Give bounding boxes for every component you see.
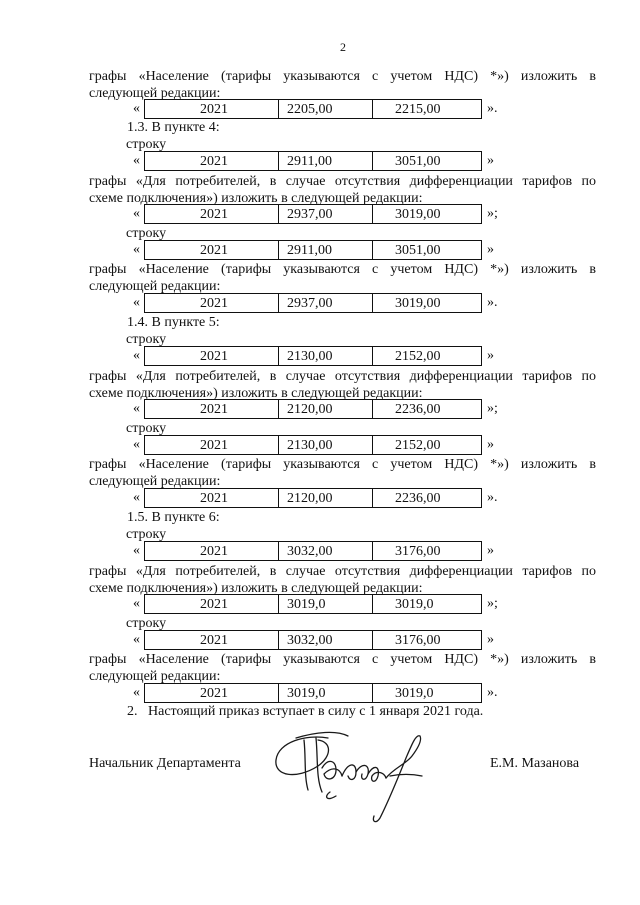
open-quote: « — [133, 685, 140, 700]
table-cell-value: 3032,00 — [278, 541, 373, 561]
text-line: графы «Население (тарифы указываются с учетом НДС) *») изложить в — [89, 652, 596, 667]
text-line: графы «Для потребителей, в случае отсутствия дифференциации тарифов по — [89, 564, 596, 579]
text-line: следующей редакции: — [89, 86, 221, 101]
page-number: 2 — [340, 40, 346, 54]
text-line: следующей редакции: — [89, 474, 221, 489]
table-cell-value: 2152,00 — [372, 346, 482, 366]
close-quote: » — [487, 632, 494, 647]
table-cell-value: 3032,00 — [278, 630, 373, 650]
table-cell-value: 3019,0 — [278, 594, 373, 614]
text-line: следующей редакции: — [89, 279, 221, 294]
close-quote: »; — [487, 401, 498, 416]
text-line: графы «Население (тарифы указываются с учетом НДС) *») изложить в — [89, 69, 596, 84]
table-cell-year: 2021 — [144, 594, 279, 614]
table-cell-value: 2130,00 — [278, 346, 373, 366]
text-line: строку — [126, 137, 167, 152]
paragraph-heading: 1.4. В пункте 5: — [127, 315, 220, 330]
open-quote: « — [133, 596, 140, 611]
signature-icon — [266, 718, 446, 833]
paragraph-2: 2. Настоящий приказ вступает в силу с 1 января 2021 года. — [127, 704, 484, 719]
text-line: строку — [126, 226, 167, 241]
close-quote: » — [487, 242, 494, 257]
close-quote: » — [487, 153, 494, 168]
table-cell-value: 2205,00 — [278, 99, 373, 119]
text-line: схеме подключения») изложить в следующей редакции: — [89, 386, 423, 401]
table-cell-value: 3019,0 — [278, 683, 373, 703]
signatory-name: Е.М. Мазанова — [490, 756, 580, 771]
table-cell-value: 2120,00 — [278, 488, 373, 508]
open-quote: « — [133, 437, 140, 452]
table-cell-value: 3051,00 — [372, 240, 482, 260]
text-line: графы «Для потребителей, в случае отсутствия дифференциации тарифов по — [89, 174, 596, 189]
table-cell-value: 2152,00 — [372, 435, 482, 455]
table-cell-value: 2130,00 — [278, 435, 373, 455]
text-line: схеме подключения») изложить в следующей редакции: — [89, 191, 423, 206]
text-line: строку — [126, 616, 167, 631]
table-cell-year: 2021 — [144, 204, 279, 224]
table-cell-value: 3051,00 — [372, 151, 482, 171]
text-line: строку — [126, 527, 167, 542]
open-quote: « — [133, 101, 140, 116]
open-quote: « — [133, 295, 140, 310]
table-cell-value: 2911,00 — [278, 151, 373, 171]
table-cell-value: 2236,00 — [372, 488, 482, 508]
table-cell-value: 3019,00 — [372, 204, 482, 224]
close-quote: ». — [487, 685, 498, 700]
open-quote: « — [133, 543, 140, 558]
text-line: схеме подключения») изложить в следующей редакции: — [89, 581, 423, 596]
table-cell-value: 3176,00 — [372, 630, 482, 650]
table-cell-value: 2120,00 — [278, 399, 373, 419]
signatory-position: Начальник Департамента — [89, 756, 241, 771]
open-quote: « — [133, 153, 140, 168]
close-quote: » — [487, 543, 494, 558]
table-cell-value: 2937,00 — [278, 204, 373, 224]
table-cell-year: 2021 — [144, 293, 279, 313]
close-quote: » — [487, 437, 494, 452]
table-cell-year: 2021 — [144, 99, 279, 119]
text-line: графы «Для потребителей, в случае отсутствия дифференциации тарифов по — [89, 369, 596, 384]
table-cell-year: 2021 — [144, 240, 279, 260]
close-quote: » — [487, 348, 494, 363]
table-cell-value: 3019,0 — [372, 594, 482, 614]
text-line: строку — [126, 421, 167, 436]
open-quote: « — [133, 348, 140, 363]
paragraph-heading: 1.3. В пункте 4: — [127, 120, 220, 135]
table-cell-year: 2021 — [144, 488, 279, 508]
table-cell-year: 2021 — [144, 541, 279, 561]
table-cell-value: 2937,00 — [278, 293, 373, 313]
close-quote: ». — [487, 490, 498, 505]
table-cell-value: 2215,00 — [372, 99, 482, 119]
table-cell-year: 2021 — [144, 346, 279, 366]
text-line: графы «Население (тарифы указываются с учетом НДС) *») изложить в — [89, 457, 596, 472]
table-cell-year: 2021 — [144, 683, 279, 703]
text-line: следующей редакции: — [89, 669, 221, 684]
table-cell-year: 2021 — [144, 399, 279, 419]
table-cell-value: 3019,00 — [372, 293, 482, 313]
open-quote: « — [133, 632, 140, 647]
close-quote: ». — [487, 101, 498, 116]
open-quote: « — [133, 206, 140, 221]
close-quote: ». — [487, 295, 498, 310]
text-line: графы «Население (тарифы указываются с учетом НДС) *») изложить в — [89, 262, 596, 277]
table-cell-value: 2911,00 — [278, 240, 373, 260]
table-cell-value: 3176,00 — [372, 541, 482, 561]
close-quote: »; — [487, 206, 498, 221]
open-quote: « — [133, 490, 140, 505]
table-cell-year: 2021 — [144, 630, 279, 650]
table-cell-year: 2021 — [144, 151, 279, 171]
table-cell-value: 3019,0 — [372, 683, 482, 703]
table-cell-value: 2236,00 — [372, 399, 482, 419]
open-quote: « — [133, 242, 140, 257]
paragraph-heading: 1.5. В пункте 6: — [127, 510, 220, 525]
text-line: строку — [126, 332, 167, 347]
table-cell-year: 2021 — [144, 435, 279, 455]
open-quote: « — [133, 401, 140, 416]
close-quote: »; — [487, 596, 498, 611]
